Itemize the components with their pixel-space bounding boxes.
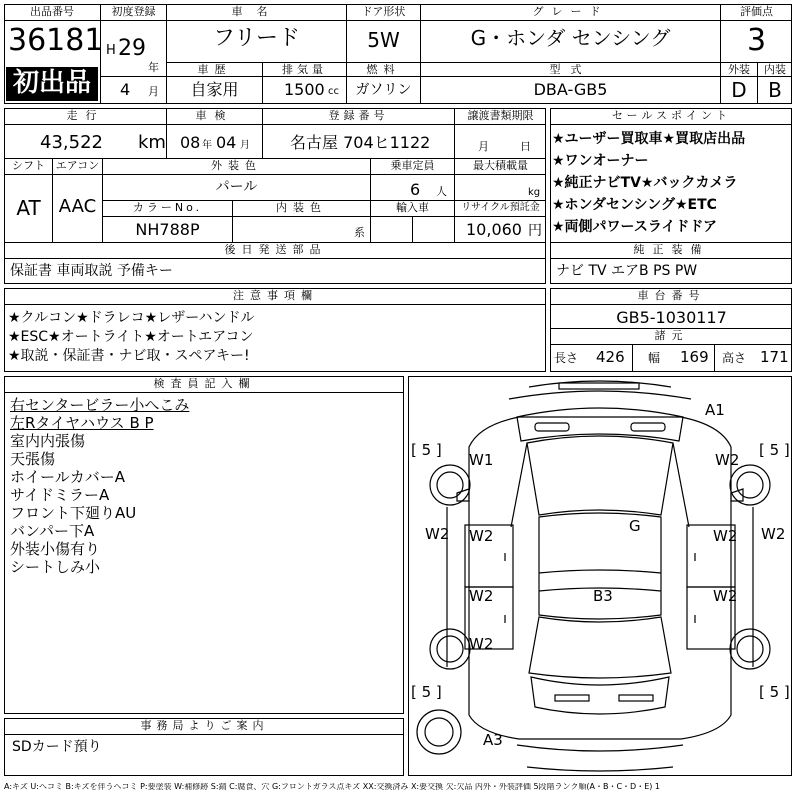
inspector-line: 左Rタイヤハウス B P [10, 414, 154, 432]
reg-month: 4 [120, 80, 131, 99]
genuine-label: 純正装備 [633, 243, 710, 256]
recycle-label: リサイクル預託金 [461, 202, 540, 213]
sales-point-line: ★ホンダセンシング★ETC [552, 197, 717, 213]
sales-point-line: ★ワンオーナー [552, 153, 649, 169]
tire-mark-rr: [ 5 ] [759, 683, 790, 701]
inspection-label: 車検 [195, 109, 234, 122]
damage-mark-g: G [629, 517, 641, 535]
lot-label: 出品番号 [30, 5, 74, 18]
tire-mark-fl: [ 5 ] [411, 441, 442, 459]
capacity-unit: 人 [436, 185, 447, 198]
reg-month-unit: 月 [148, 85, 159, 98]
color-label: 外装色 [211, 159, 262, 172]
door-type: 5W [367, 28, 400, 52]
width: 169 [680, 348, 709, 366]
inspection-year: 08 [180, 133, 201, 152]
car-diagram-block [408, 376, 792, 776]
specs-label: 諸元 [654, 329, 689, 342]
height: 171 [760, 348, 789, 366]
damage-mark-w2-door: W2 [469, 527, 494, 545]
inspector-line: フロント下廻りAU [10, 504, 137, 522]
inspection-year-unit: 年 [202, 140, 212, 151]
capacity-label: 乗車定員 [390, 159, 435, 172]
color-no: NH788P [135, 220, 200, 239]
interior-color-label: 内装色 [276, 201, 327, 214]
ac-label: エアコン [55, 159, 100, 172]
chassis-label: 車台番号 [637, 289, 706, 302]
length-label: 長さ [554, 351, 579, 365]
plate-label: 登録番号 [328, 109, 389, 122]
car-diagram [409, 377, 791, 775]
note-line: ★ESC★オートライト★オートエアコン [8, 329, 254, 345]
damage-mark-b3: B3 [593, 587, 613, 605]
chassis-number: GB5-1030117 [616, 308, 727, 327]
inspector-line: 天張傷 [10, 450, 56, 468]
displacement-label: 排気量 [282, 63, 327, 76]
reg-year-unit: 年 [148, 61, 159, 74]
model-label: 型式 [549, 63, 592, 76]
damage-mark-w2-door: W2 [469, 587, 494, 605]
later-parts: 保証書 車両取説 予備キー [10, 263, 173, 279]
score: 3 [746, 23, 767, 58]
office-label: 事務局よりご案内 [140, 719, 269, 732]
damage-mark-w2-left: W2 [425, 525, 450, 543]
sales-point-line: ★両側パワースライドドア [552, 219, 718, 235]
fuel-label: 燃料 [366, 63, 401, 76]
sales-point-line: ★ユーザー買取車★買取店出品 [552, 131, 746, 147]
car-name: フリード [212, 26, 301, 51]
color: パール [215, 179, 258, 195]
transfer-label: 譲渡書類期限 [467, 109, 534, 122]
max-load-unit: kg [528, 187, 541, 198]
damage-mark-w2-rear-right: W2 [713, 587, 738, 605]
height-label: 高さ [722, 351, 747, 365]
inspector-label: 検査員記入欄 [153, 377, 256, 390]
recycle: 10,060 [466, 220, 522, 239]
capacity: 6 [410, 180, 421, 199]
note-line: ★クルコン★ドラレコ★レザーハンドル [8, 310, 255, 326]
inspector-line: 外装小傷有り [10, 540, 101, 558]
tire-mark-rl: [ 5 ] [411, 683, 442, 701]
shift: AT [16, 196, 41, 220]
reg-year: 29 [118, 36, 146, 61]
transfer-month-unit: 月 [478, 140, 489, 153]
damage-mark-w2-rear-left: W2 [713, 527, 738, 545]
length: 426 [596, 348, 625, 366]
first-reg-label: 初度登録 [111, 5, 156, 18]
displacement-unit: cc [328, 86, 339, 97]
interior-color-unit: 系 [354, 226, 365, 239]
grade: G・ホンダ センシング [470, 26, 671, 50]
width-label: 幅 [648, 351, 661, 365]
fuel: ガソリン [355, 82, 412, 98]
interior-grade: B [768, 78, 782, 102]
exterior-label: 外装 [728, 63, 750, 76]
grade-label: グレード [532, 5, 609, 18]
sales-point-line: ★純正ナビTV★バックカメラ [552, 175, 738, 191]
inspector-line: サイドミラーA [10, 486, 110, 504]
genuine-equipment: ナビ TV エアB PS PW [556, 263, 698, 279]
damage-mark-w1: W1 [469, 451, 494, 469]
inspector-line: シートしみ小 [10, 558, 101, 576]
mileage: 43,522 [40, 132, 103, 153]
transfer-day-unit: 日 [520, 140, 531, 153]
damage-mark-w2-right: W2 [761, 525, 786, 543]
exterior-grade: D [731, 78, 747, 102]
mileage-label: 走行 [66, 109, 105, 122]
import-label: 輸入車 [396, 201, 429, 214]
damage-mark-a3: A3 [483, 731, 503, 749]
max-load-label: 最大積載量 [473, 159, 528, 172]
color-no-label: カラーNo. [132, 201, 203, 214]
model: DBA-GB5 [533, 80, 608, 99]
inspector-line: ホイールカバーA [10, 468, 125, 486]
inspection-month: 04 [216, 133, 237, 152]
score-label: 評価点 [740, 5, 773, 18]
office-text: SDカード預り [12, 739, 102, 755]
door-label: ドア形状 [361, 5, 406, 18]
later-parts-label: 後日発送部品 [224, 243, 327, 256]
notes-label: 注意事項欄 [233, 289, 318, 302]
lot-number: 36181 [8, 23, 104, 58]
damage-mark-a1: A1 [705, 401, 725, 419]
recycle-unit: 円 [528, 223, 542, 239]
ac: AAC [58, 196, 97, 217]
inspection-month-unit: 月 [240, 140, 250, 151]
legend: A:キズ U:ヘコミ B:キズを伴うヘコミ P:要塗装 W:補修跡 S:錆 C:腐食、穴 G:フロントガラス点キズ XX:交換済み X:要交換 欠:欠品 内外・外装評価 5段階ランク順(A・B・C・D・E) 1 [4, 783, 661, 791]
first-listing-badge: 初出品 [6, 67, 98, 101]
era: H [106, 43, 116, 58]
interior-label: 内装 [764, 63, 786, 76]
mileage-unit: km [138, 132, 166, 153]
damage-mark-w2-door: W2 [469, 635, 494, 653]
history: 自家用 [190, 80, 239, 99]
inspector-line: 室内内張傷 [10, 432, 86, 450]
history-label: 車歴 [197, 63, 232, 76]
note-line: ★取説・保証書・ナビ取・スペアキー! [8, 348, 250, 364]
shift-label: シフト [12, 159, 45, 172]
damage-mark-w2-fr: W2 [715, 451, 740, 469]
displacement: 1500 [284, 80, 325, 99]
inspector-line: 右センタービラー小へこみ [10, 396, 190, 414]
inspector-line: バンパー下A [10, 522, 95, 540]
tire-mark-fr: [ 5 ] [759, 441, 790, 459]
plate: 名古屋 704ヒ1122 [290, 133, 431, 152]
sales-points-label: セールスポイント [611, 109, 731, 122]
car-name-label: 車名 [231, 5, 282, 18]
